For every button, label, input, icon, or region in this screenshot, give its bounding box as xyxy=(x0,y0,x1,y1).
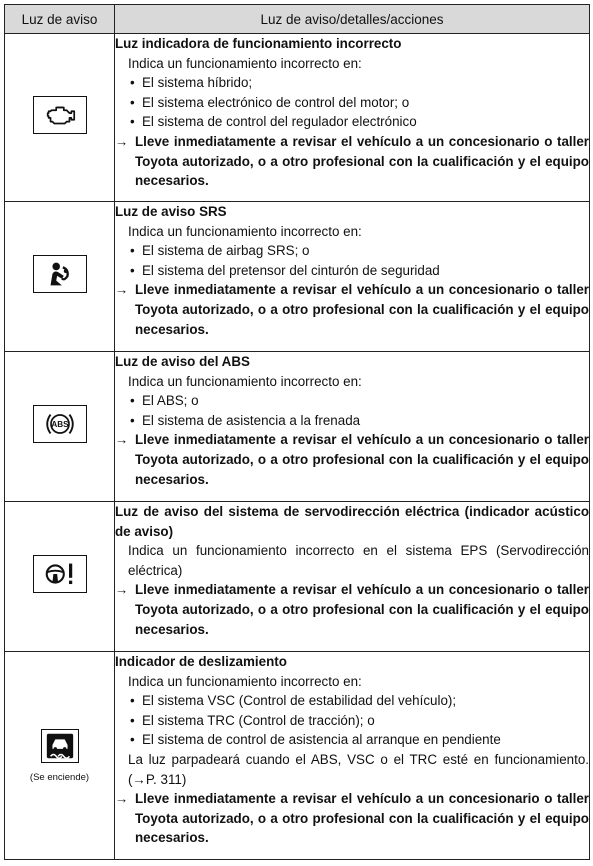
table-row xyxy=(5,202,590,352)
row-title: Luz de aviso del ABS xyxy=(115,354,250,369)
bullet-item: • El ABS; o xyxy=(115,391,589,411)
abs-icon xyxy=(33,405,87,443)
detail-cell xyxy=(115,34,590,202)
action-text: Lleve inmediatamente a revisar el vehículo a un concesionario o taller Toyota autorizado, o a otro profesional con la cualificación y el equipo necesarios. xyxy=(135,133,589,189)
row-note: La luz parpadeará cuando el ABS, VSC o el TRC esté en funcionamiento. (→P. 311) xyxy=(128,751,589,787)
bullet-item: • El sistema de asistencia a la frenada xyxy=(115,411,589,431)
row-action xyxy=(115,430,589,489)
row-title: Indicador de deslizamiento xyxy=(115,654,287,669)
bullet-item: • El sistema de control de asistencia al arranque en pendiente xyxy=(115,730,589,750)
row-action xyxy=(115,280,589,339)
arrow-icon: → xyxy=(115,791,129,807)
action-text: Lleve inmediatamente a revisar el vehículo a un concesionario o taller Toyota autorizado, o a otro profesional con la cualificación y el equipo necesarios. xyxy=(135,791,589,846)
row-action xyxy=(115,580,589,639)
row-title: Luz de aviso del sistema de servodirección eléctrica (indicador acústico de aviso) xyxy=(115,504,589,539)
bullet-item: • El sistema VSC (Control de estabilidad del vehículo); xyxy=(115,691,589,711)
icon-cell xyxy=(5,502,115,652)
detail-cell xyxy=(115,202,590,352)
row-title: Luz de aviso SRS xyxy=(115,204,227,219)
icon-cell xyxy=(5,352,115,502)
bullet-item: • El sistema TRC (Control de tracción); o xyxy=(115,711,589,731)
table-row xyxy=(5,352,590,502)
row-action xyxy=(115,132,589,191)
header-details-actions: Luz de aviso/detalles/acciones xyxy=(115,5,590,34)
row-intro: Indica un funcionamiento incorrecto en: xyxy=(128,223,362,239)
steering-warning-icon xyxy=(33,555,87,593)
row-intro: Indica un funcionamiento incorrecto en: xyxy=(128,673,362,689)
warning-lights-table xyxy=(4,4,590,860)
row-title: Luz indicadora de funcionamiento incorrecto xyxy=(115,36,402,51)
header-warning-light: Luz de aviso xyxy=(5,5,115,34)
bullet-item: • El sistema híbrido; xyxy=(115,73,589,93)
detail-cell xyxy=(115,502,590,652)
abs-icon-label: ABS xyxy=(50,420,69,430)
slip-indicator-icon xyxy=(41,729,79,763)
detail-cell xyxy=(115,652,590,860)
arrow-icon: → xyxy=(115,432,129,448)
arrow-icon: → xyxy=(115,282,129,298)
table-row xyxy=(5,502,590,652)
srs-airbag-icon xyxy=(33,255,87,293)
table-header-row xyxy=(5,5,590,34)
icon-cell xyxy=(5,34,115,202)
bullet-item: • El sistema del pretensor del cinturón de seguridad xyxy=(115,261,589,281)
icon-cell xyxy=(5,652,115,860)
row-action xyxy=(115,789,589,848)
bullet-item: • El sistema de control del regulador electrónico xyxy=(115,112,589,132)
arrow-icon: → xyxy=(115,133,129,149)
action-text: Lleve inmediatamente a revisar el vehículo a un concesionario o taller Toyota autorizado, o a otro profesional con la cualificación y el equipo necesarios. xyxy=(135,282,589,337)
table-row xyxy=(5,652,590,860)
check-engine-icon xyxy=(33,96,87,134)
icon-cell xyxy=(5,202,115,352)
bullet-item: • El sistema de airbag SRS; o xyxy=(115,241,589,261)
row-intro: Indica un funcionamiento incorrecto en el sistema EPS (Servodirección eléctrica) xyxy=(128,543,589,578)
icon-note: (Se enciende) xyxy=(29,771,90,783)
action-text: Lleve inmediatamente a revisar el vehículo a un concesionario o taller Toyota autorizado, o a otro profesional con la cualificación y el equipo necesarios. xyxy=(135,582,589,637)
arrow-icon: → xyxy=(115,582,129,598)
row-intro: Indica un funcionamiento incorrecto en: xyxy=(128,55,362,71)
row-intro: Indica un funcionamiento incorrecto en: xyxy=(128,373,362,389)
detail-cell xyxy=(115,352,590,502)
action-text: Lleve inmediatamente a revisar el vehículo a un concesionario o taller Toyota autorizado, o a otro profesional con la cualificación y el equipo necesarios. xyxy=(135,432,589,487)
table-row xyxy=(5,34,590,202)
bullet-item: • El sistema electrónico de control del motor; o xyxy=(115,93,589,113)
